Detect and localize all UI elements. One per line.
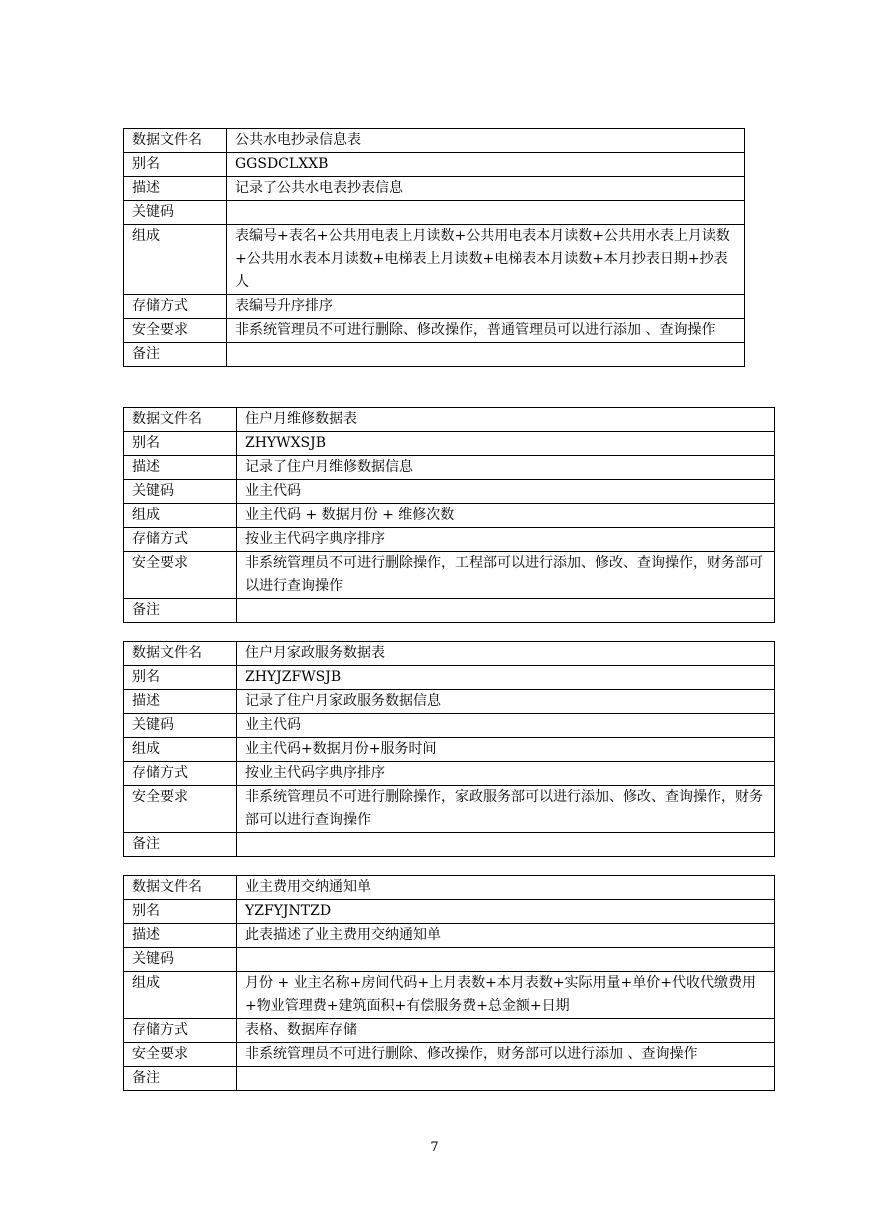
row-value: 业主代码 bbox=[237, 714, 775, 738]
row-value: 表编号升序排序 bbox=[227, 295, 745, 319]
row-label: 描述 bbox=[124, 456, 237, 480]
table-row bbox=[124, 319, 745, 343]
row-value: 住户月家政服务数据表 bbox=[237, 642, 775, 666]
row-label: 组成 bbox=[124, 972, 237, 1019]
row-value bbox=[237, 833, 775, 857]
table-row bbox=[124, 408, 775, 432]
row-label: 描述 bbox=[124, 177, 227, 201]
table-row bbox=[124, 528, 775, 552]
row-value: 月份 + 业主名称+房间代码+上月表数+本月表数+实际用量+单价+代收代缴费用+物业管理费+建筑面积+有偿服务费+总金额+日期 bbox=[237, 972, 775, 1019]
row-value: 表格、数据库存储 bbox=[237, 1019, 775, 1043]
table-row bbox=[124, 948, 775, 972]
table-row bbox=[124, 504, 775, 528]
row-label: 安全要求 bbox=[124, 319, 227, 343]
row-label: 关键码 bbox=[124, 948, 237, 972]
row-value: 此表描述了业主费用交纳通知单 bbox=[237, 924, 775, 948]
row-value: 按业主代码字典序排序 bbox=[237, 762, 775, 786]
row-label: 安全要求 bbox=[124, 1043, 237, 1067]
table-row bbox=[124, 295, 745, 319]
table-row bbox=[124, 642, 775, 666]
row-label: 安全要求 bbox=[124, 786, 237, 833]
row-value: 业主代码+数据月份+服务时间 bbox=[237, 738, 775, 762]
row-label: 备注 bbox=[124, 833, 237, 857]
table-row bbox=[124, 225, 745, 295]
table-row bbox=[124, 972, 775, 1019]
table-row bbox=[124, 432, 775, 456]
row-label: 备注 bbox=[124, 343, 227, 367]
row-value bbox=[227, 343, 745, 367]
row-label: 数据文件名 bbox=[124, 129, 227, 153]
table-row bbox=[124, 1043, 775, 1067]
row-label: 关键码 bbox=[124, 714, 237, 738]
row-value: ZHYJZFWSJB bbox=[237, 666, 775, 690]
row-value: 业主代码 bbox=[237, 480, 775, 504]
row-label: 数据文件名 bbox=[124, 642, 237, 666]
data-file-table-public-utility bbox=[123, 128, 745, 367]
row-label: 存储方式 bbox=[124, 528, 237, 552]
row-value: ZHYWXSJB bbox=[237, 432, 775, 456]
row-value: 记录了住户月维修数据信息 bbox=[237, 456, 775, 480]
table-row bbox=[124, 177, 745, 201]
row-value: 业主费用交纳通知单 bbox=[237, 876, 775, 900]
row-value: YZFYJNTZD bbox=[237, 900, 775, 924]
row-label: 安全要求 bbox=[124, 552, 237, 599]
row-value: 非系统管理员不可进行删除、修改操作，财务部可以进行添加 、查询操作 bbox=[237, 1043, 775, 1067]
table-row bbox=[124, 876, 775, 900]
table-row bbox=[124, 738, 775, 762]
row-value: 业主代码 + 数据月份 + 维修次数 bbox=[237, 504, 775, 528]
row-label: 别名 bbox=[124, 666, 237, 690]
row-value: 表编号+表名+公共用电表上月读数+公共用电表本月读数+公共用水表上月读数+公共用水表本月读数+电梯表上月读数+电梯表本月读数+本月抄表日期+抄表人 bbox=[227, 225, 745, 295]
table-row bbox=[124, 456, 775, 480]
table-row bbox=[124, 762, 775, 786]
table-row bbox=[124, 1067, 775, 1091]
row-label: 描述 bbox=[124, 690, 237, 714]
table-row bbox=[124, 714, 775, 738]
row-label: 别名 bbox=[124, 900, 237, 924]
table-row bbox=[124, 666, 775, 690]
data-file-table-housekeeping bbox=[123, 641, 775, 857]
row-value bbox=[237, 948, 775, 972]
row-label: 存储方式 bbox=[124, 762, 237, 786]
row-label: 组成 bbox=[124, 504, 237, 528]
table-row bbox=[124, 786, 775, 833]
row-label: 数据文件名 bbox=[124, 876, 237, 900]
row-label: 存储方式 bbox=[124, 1019, 237, 1043]
row-value bbox=[237, 1067, 775, 1091]
data-file-table-fee-notice bbox=[123, 875, 775, 1091]
table-row bbox=[124, 201, 745, 225]
page-number: 7 bbox=[430, 1140, 439, 1155]
row-label: 备注 bbox=[124, 1067, 237, 1091]
table-row bbox=[124, 1019, 775, 1043]
table-row bbox=[124, 343, 745, 367]
row-label: 备注 bbox=[124, 599, 237, 623]
row-label: 别名 bbox=[124, 153, 227, 177]
row-value: 记录了公共水电表抄表信息 bbox=[227, 177, 745, 201]
table-row bbox=[124, 153, 745, 177]
table-row bbox=[124, 129, 745, 153]
row-label: 数据文件名 bbox=[124, 408, 237, 432]
row-value: 公共水电抄录信息表 bbox=[227, 129, 745, 153]
row-label: 关键码 bbox=[124, 201, 227, 225]
table-row bbox=[124, 552, 775, 599]
row-value: 按业主代码字典序排序 bbox=[237, 528, 775, 552]
row-value bbox=[227, 201, 745, 225]
data-file-table-monthly-repair bbox=[123, 407, 775, 623]
table-row bbox=[124, 833, 775, 857]
row-label: 存储方式 bbox=[124, 295, 227, 319]
table-row bbox=[124, 900, 775, 924]
row-value: 非系统管理员不可进行删除、修改操作，普通管理员可以进行添加 、查询操作 bbox=[227, 319, 745, 343]
row-label: 组成 bbox=[124, 738, 237, 762]
table-row bbox=[124, 690, 775, 714]
row-label: 别名 bbox=[124, 432, 237, 456]
row-value: 住户月维修数据表 bbox=[237, 408, 775, 432]
row-value: 记录了住户月家政服务数据信息 bbox=[237, 690, 775, 714]
row-value: GGSDCLXXB bbox=[227, 153, 745, 177]
table-row bbox=[124, 924, 775, 948]
row-label: 关键码 bbox=[124, 480, 237, 504]
table-row bbox=[124, 480, 775, 504]
row-label: 组成 bbox=[124, 225, 227, 295]
row-value: 非系统管理员不可进行删除操作，工程部可以进行添加、修改、查询操作，财务部可以进行查询操作 bbox=[237, 552, 775, 599]
row-value: 非系统管理员不可进行删除操作，家政服务部可以进行添加、修改、查询操作，财务部可以进行查询操作 bbox=[237, 786, 775, 833]
row-value bbox=[237, 599, 775, 623]
row-label: 描述 bbox=[124, 924, 237, 948]
table-row bbox=[124, 599, 775, 623]
